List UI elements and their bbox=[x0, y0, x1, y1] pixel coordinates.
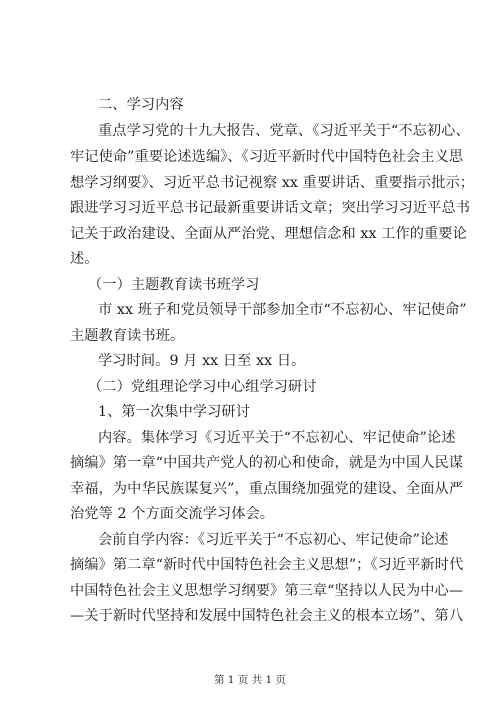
paragraph-line: 想学习纲要》、习近平总书记视察 xx 重要讲话、重要指示批示； bbox=[70, 175, 475, 191]
paragraph-line: 摘编》第二章“新时代中国特色社会主义思想”；《习近平新时代 bbox=[70, 557, 464, 573]
section-heading: 二、学习内容 bbox=[98, 97, 184, 113]
paragraph-line: 述。 bbox=[70, 251, 99, 267]
paragraph-line: 学习时间。9 月 xx 日至 xx 日。 bbox=[98, 353, 306, 369]
paragraph-line: 中国特色社会主义思想学习纲要》第三章“坚持以人民为中心— bbox=[70, 583, 464, 599]
page-footer: 第 1 页 共 1 页 bbox=[213, 674, 287, 686]
paragraph-line: 治党等 2 个方面交流学习体会。 bbox=[70, 506, 275, 522]
paragraph-line: 幸福，为中华民族谋复兴”，重点围绕加强党的建设、全面从严 bbox=[70, 481, 464, 497]
paragraph-line: 会前自学内容：《习近平关于“不忘初心、牢记使命”论述 bbox=[98, 532, 449, 548]
paragraph-line: 跟进学习习近平总书记最新重要讲话文章；突出学习习近平总书 bbox=[70, 200, 471, 216]
paragraph-line: 牢记使命”重要论述选编》、《习近平新时代中国特色社会主义思 bbox=[70, 149, 464, 165]
paragraph-line: 内容。集体学习《习近平关于“不忘初心、牢记使命”论述 bbox=[98, 430, 456, 446]
paragraph-line: —关于新时代坚持和发展中国特色社会主义的根本立场”、第八 bbox=[70, 608, 464, 624]
subsection-heading: （二）党组理论学习中心组学习研讨 bbox=[88, 379, 317, 395]
paragraph-line: 市 xx 班子和党员领导干部参加全市“不忘初心、牢记使命” bbox=[98, 302, 467, 318]
paragraph-line: 记关于政治建设、全面从严治党、理想信念和 xx 工作的重要论 bbox=[70, 226, 467, 242]
subsection-heading: （一）主题教育读书班学习 bbox=[88, 277, 260, 293]
item-heading: 1、第一次集中学习研讨 bbox=[98, 404, 251, 420]
paragraph-line: 摘编》第一章“中国共产党人的初心和使命，就是为中国人民谋 bbox=[70, 455, 464, 471]
paragraph-line: 主题教育读书班。 bbox=[70, 328, 185, 344]
paragraph-line: 重点学习党的十九大报告、党章、《习近平关于“不忘初心、 bbox=[98, 123, 470, 139]
